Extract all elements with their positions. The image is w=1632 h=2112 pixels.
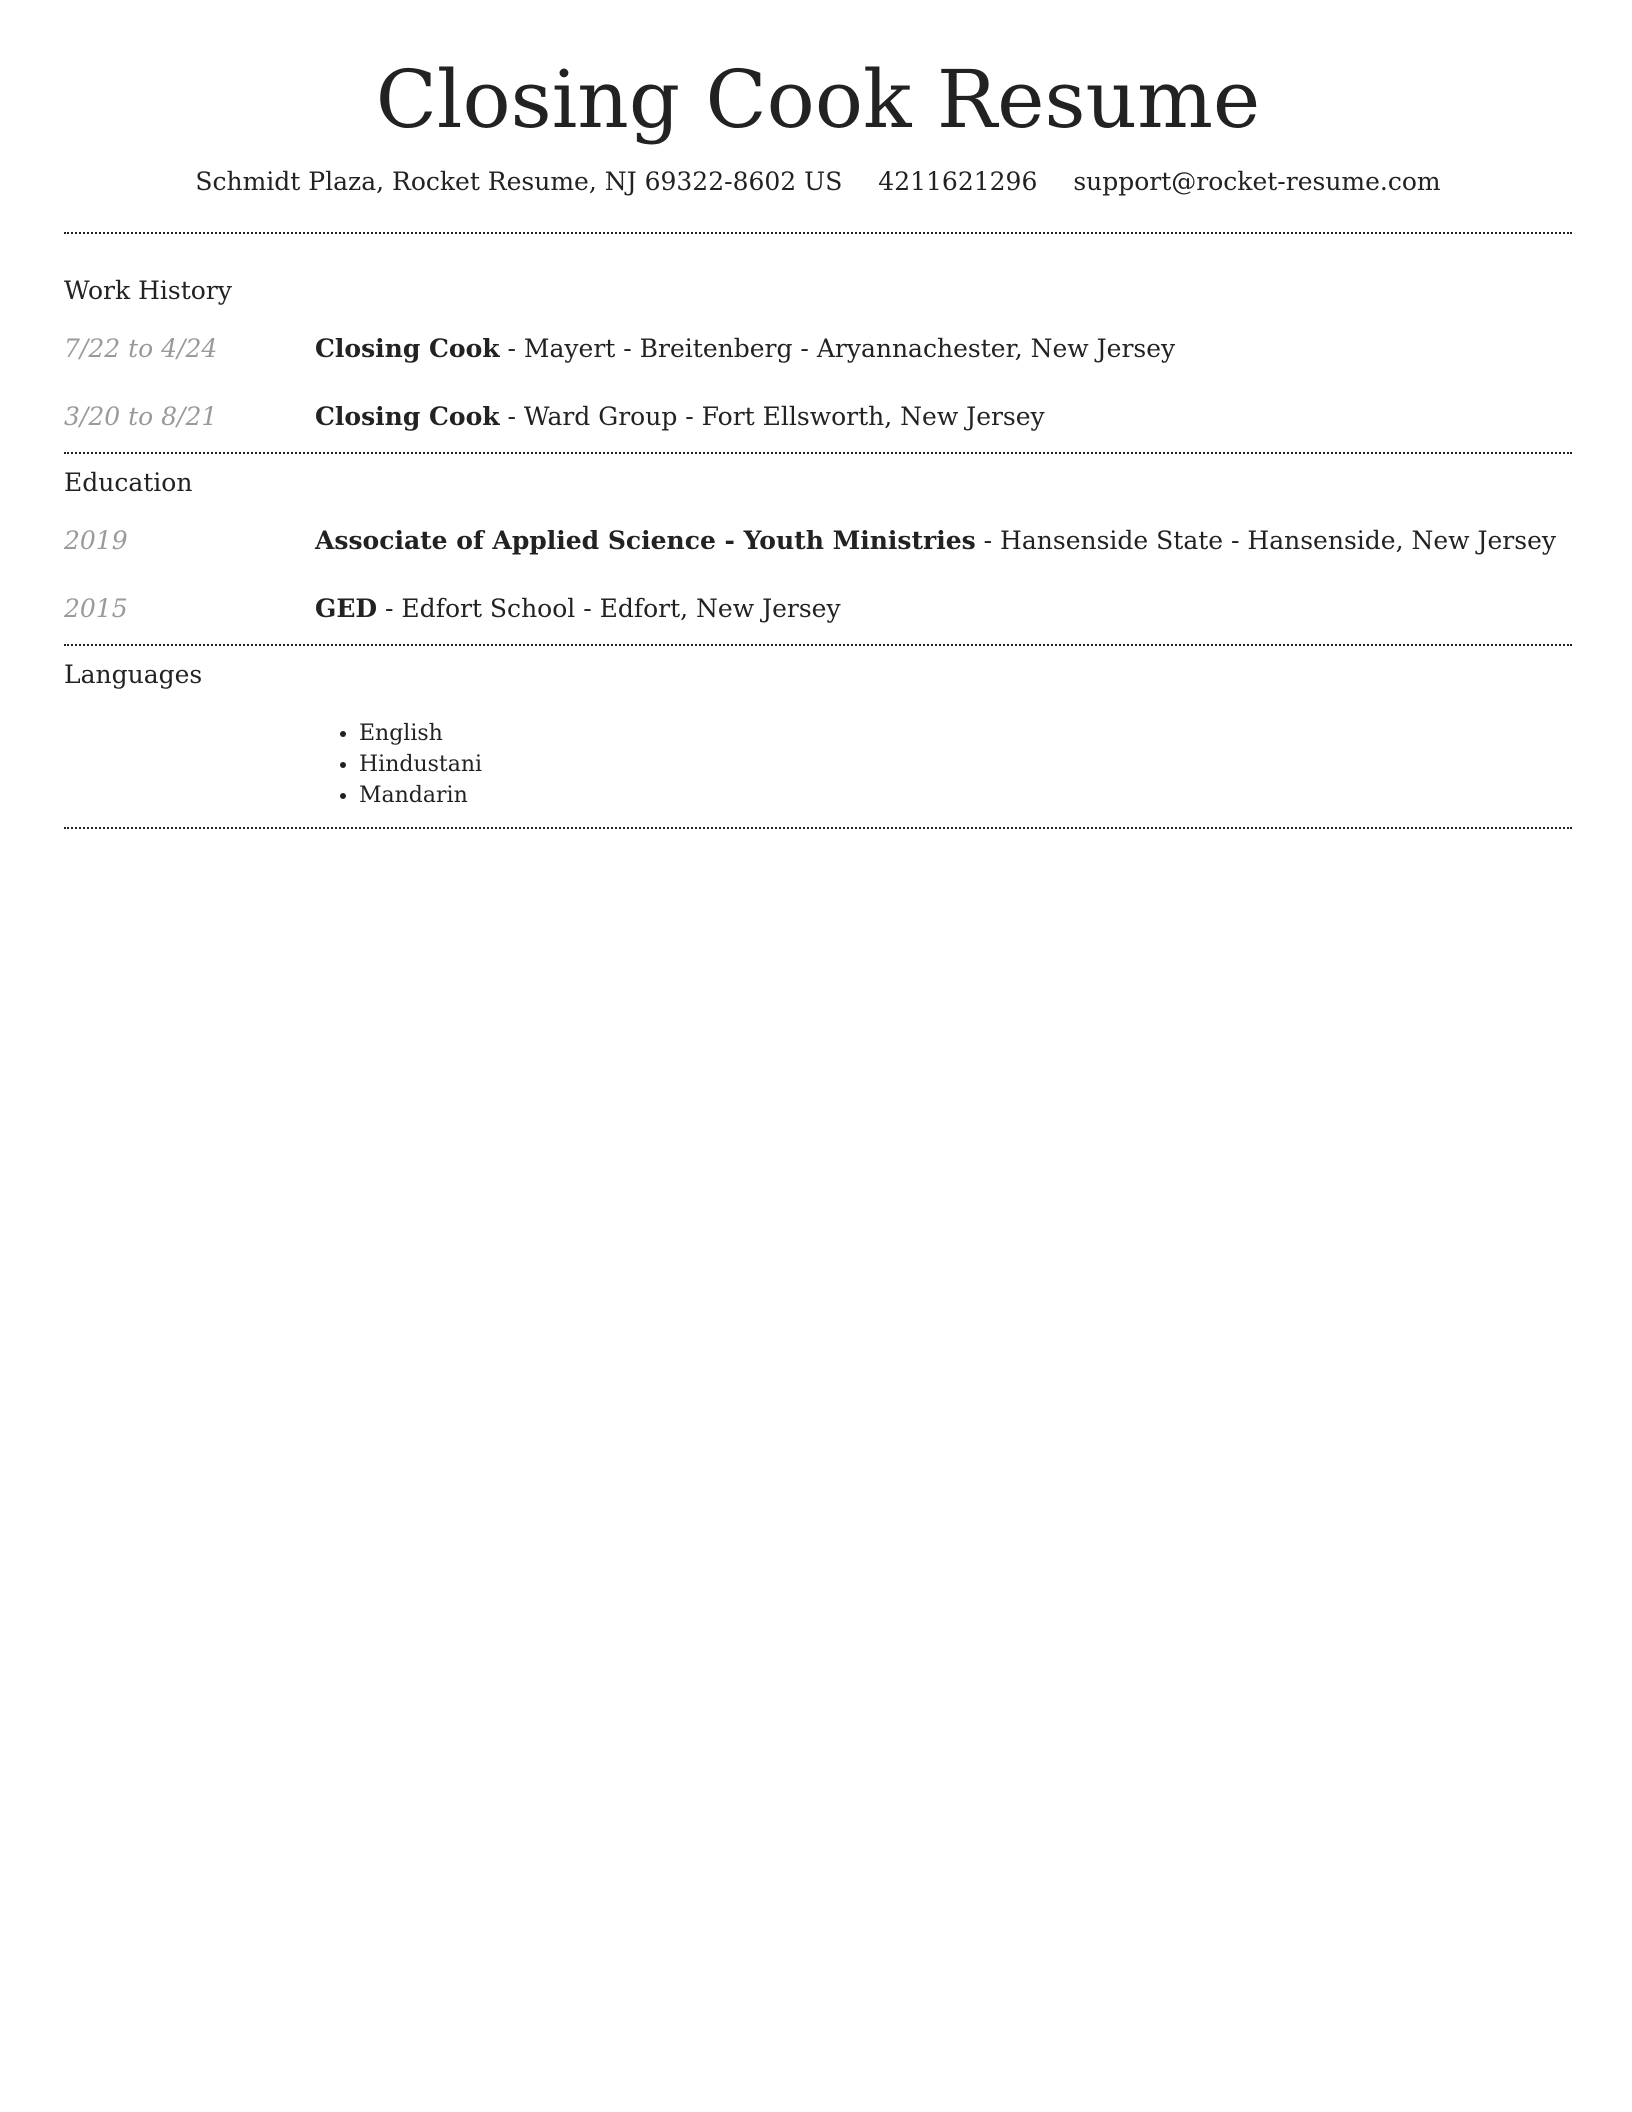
education-list [64, 524, 1572, 644]
education-entry-details: - Hansenside State - Hansenside, New Jersey [975, 526, 1557, 555]
education-entry-year: 2015 [64, 594, 128, 623]
education-entry-description [315, 592, 841, 626]
language-item: • English [359, 718, 1572, 749]
work-history-divider [64, 452, 1572, 454]
work-entry-dates: 7/22 to 4/24 [64, 334, 218, 363]
education-section [64, 466, 1572, 644]
languages-heading: Languages [64, 660, 203, 689]
work-history-heading: Work History [64, 276, 232, 305]
languages-divider [64, 827, 1572, 829]
work-entry-details: - Mayert - Breitenberg - Aryannachester, New Jersey [499, 334, 1176, 363]
education-divider [64, 644, 1572, 646]
work-entry-title: Closing Cook [315, 402, 500, 431]
resume-page [64, 0, 1572, 829]
language-item: • Mandarin [359, 780, 1572, 811]
education-entry-year: 2019 [64, 526, 128, 555]
education-entry [64, 592, 1572, 626]
work-entry-description [315, 400, 1045, 434]
education-entry-degree: Associate of Applied Science - Youth Ministries [315, 526, 976, 555]
contact-address: Schmidt Plaza, Rocket Resume, NJ 69322-8602 US [195, 167, 843, 196]
work-entry [64, 400, 1572, 434]
work-entry-details: - Ward Group - Fort Ellsworth, New Jersey [499, 402, 1045, 431]
language-item: • Hindustani [359, 749, 1572, 780]
work-entry [64, 332, 1572, 366]
work-entry-description [315, 332, 1175, 366]
contact-phone: 4211621296 [878, 167, 1038, 196]
education-entry [64, 524, 1572, 558]
languages-section [64, 658, 1572, 827]
work-history-section [64, 274, 1572, 452]
contact-email: support@rocket-resume.com [1073, 167, 1441, 196]
work-entry-title: Closing Cook [315, 334, 500, 363]
education-entry-details: - Edfort School - Edfort, New Jersey [377, 594, 841, 623]
header-divider [64, 232, 1572, 234]
languages-list [64, 718, 1572, 811]
education-entry-description [315, 524, 1556, 558]
education-heading: Education [64, 468, 193, 497]
contact-line [64, 164, 1572, 200]
work-history-list [64, 332, 1572, 452]
work-entry-dates: 3/20 to 8/21 [64, 402, 218, 431]
resume-title: Closing Cook Resume [375, 53, 1261, 146]
education-entry-degree: GED [315, 594, 378, 623]
